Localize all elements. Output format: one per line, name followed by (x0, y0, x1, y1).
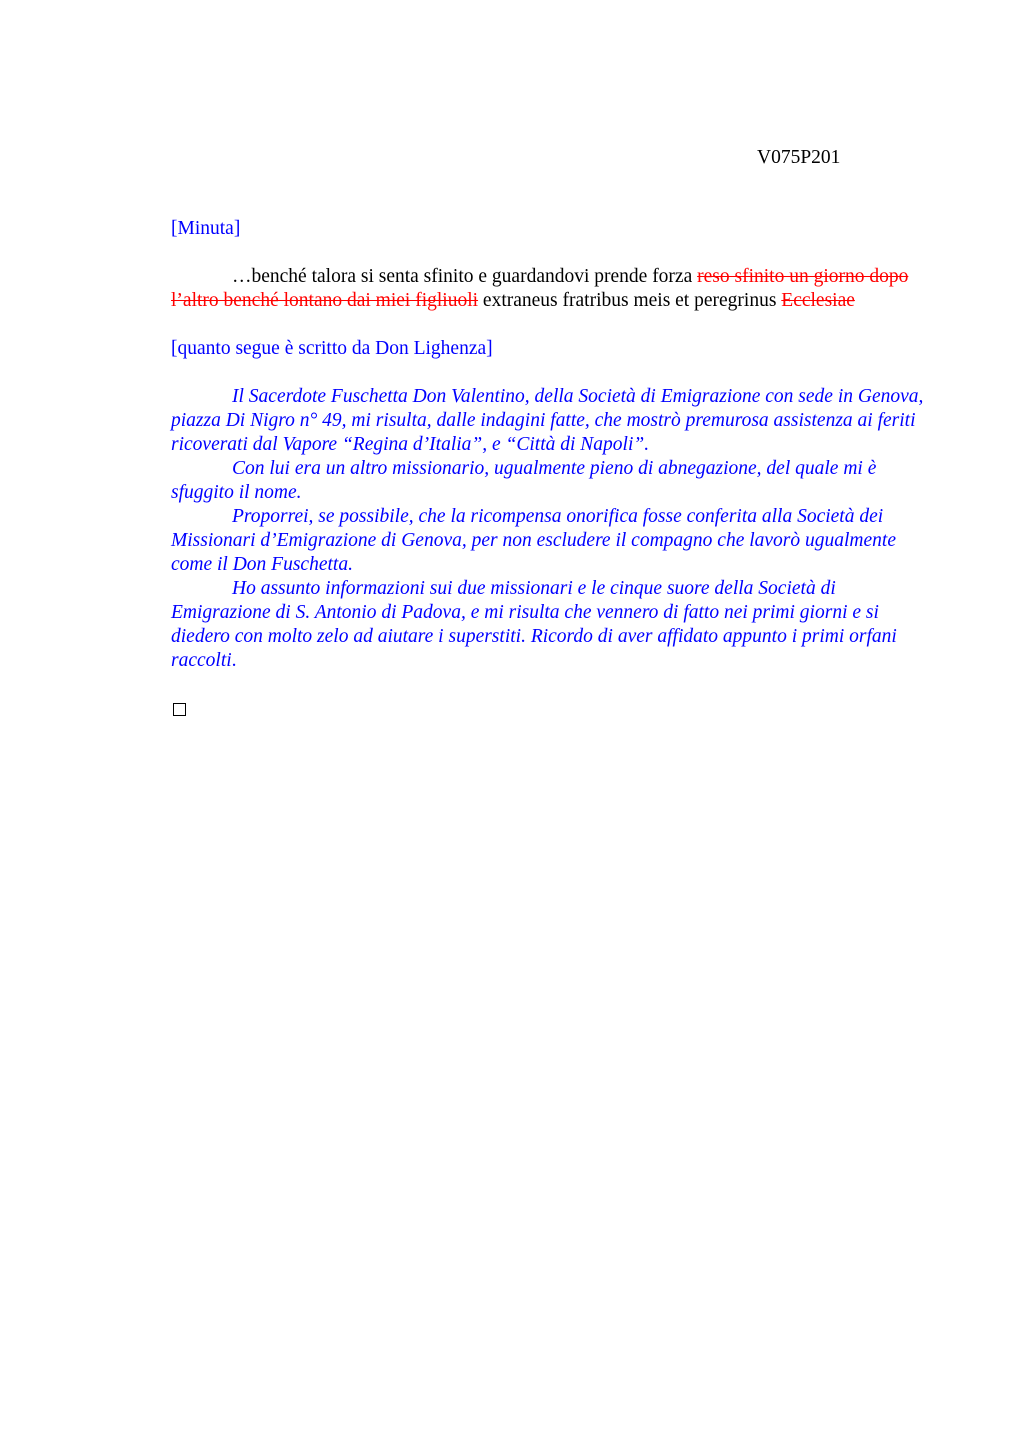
italic-paragraph: Con lui era un altro missionario, ugualmente pieno di abnegazione, del quale mi è sfuggito il nome. (171, 458, 877, 503)
document-body (171, 217, 931, 723)
spacer (171, 361, 931, 385)
first-paragraph-lead: …benché talora si senta sfinito e guardandovi prende forza (232, 266, 698, 287)
struck-text-deletion-ecclesiae: Ecclesiae (781, 290, 855, 311)
note-label: [quanto segue è scritto da Don Lighenza] (171, 338, 493, 359)
final-period: . (231, 650, 237, 671)
first-paragraph (171, 265, 931, 313)
page-code: V075P201 (757, 147, 841, 168)
italic-paragraph: Proporrei, se possibile, che la ricompensa onorifica fosse conferita alla Società dei Missionari d’Emigrazione di Genova, per non escludere il compagno che lavorò ugualmente come il Don Fuschetta. (171, 506, 896, 575)
first-paragraph-latin: extraneus fratribus meis et peregrinus (478, 290, 782, 311)
draft-label: [Minuta] (171, 218, 241, 239)
struck-text-deletion: reso sfinito un giorno dopo l’altro benché lontano dai miei figliuoli (171, 266, 909, 311)
square-box-icon (173, 703, 186, 716)
spacer (171, 313, 931, 337)
italic-paragraph (171, 577, 931, 673)
spacer (171, 673, 931, 697)
spacer (171, 241, 931, 265)
italic-paragraph: Il Sacerdote Fuschetta Don Valentino, della Società di Emigrazione con sede in Genova, piazza Di Nigro n° 49, mi risulta, dalle indagini fatte, che mostrò premurosa assistenza ai feriti ricoverati dal Vapore “Regina d’Italia”, e “Città di Napoli”. (171, 386, 924, 455)
italic-paragraph-text: Ho assunto informazioni sui due missionari e le cinque suore della Società di Emigrazione di S. Antonio di Padova, e mi risulta che vennero di fatto nei primi giorni e si diedero con molto zelo ad aiutare i superstiti. Ricordo di aver affidato appunto i primi orfani raccolti (171, 578, 897, 671)
